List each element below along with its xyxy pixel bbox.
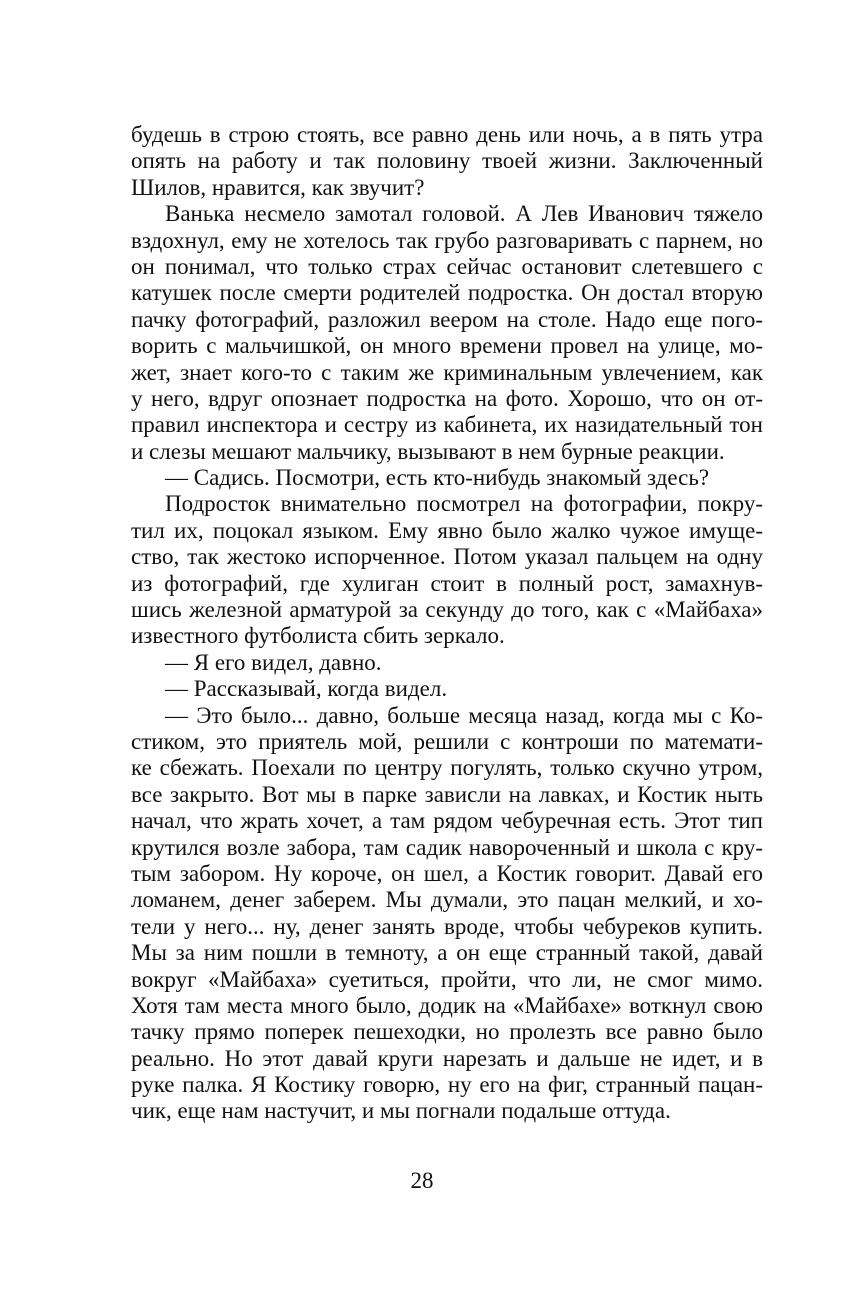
- text-line: вокруг «Майбаха» суетиться, пройти, что ли, не смог мимо.: [131, 966, 763, 992]
- text-line: тели у него... ну, денег занять вроде, чтобы чебуреков купить.: [131, 913, 763, 939]
- text-line: будешь в строю стоять, все равно день или ночь, а в пять утра: [131, 122, 763, 147]
- page-number: 28: [410, 1168, 434, 1193]
- text-line: руке палка. Я Костику говорю, ну его на фиг, странный пацан-: [131, 1072, 763, 1098]
- text-line: Мы за ним пошли в темноту, а он еще странный такой, давай: [131, 940, 763, 966]
- body-text: [131, 122, 763, 1125]
- text-line: — Рассказывай, когда видел.: [165, 676, 448, 702]
- text-line: известного футболиста сбить зеркало.: [131, 623, 505, 649]
- text-line: шись железной арматурой за секунду до того, как с «Майбаха»: [131, 597, 763, 623]
- text-line: ворить с мальчишкой, он много времени провел на улице, мо-: [131, 333, 763, 359]
- text-line: ство, так жестоко испорченное. Потом указал пальцем на одну: [131, 544, 763, 570]
- text-line: ломанем, денег заберем. Мы думали, это пацан мелкий, и хо-: [131, 887, 763, 913]
- text-line: все закрыто. Вот мы в парке зависли на лавках, и Костик ныть: [131, 781, 763, 807]
- text-line: Шилов, нравится, как звучит?: [131, 174, 425, 200]
- text-line: вздохнул, ему не хотелось так грубо разговаривать с парнем, но: [131, 227, 763, 253]
- text-line: тачку прямо поперек пешеходки, но пролезть все равно было: [131, 1019, 763, 1045]
- text-line: пачку фотографий, разложил веером на столе. Надо еще пого-: [131, 306, 763, 332]
- text-line: жет, знает кого-то с таким же криминальным увлечением, как: [131, 359, 763, 385]
- text-line: у него, вдруг опознает подростка на фото. Хорошо, что он от-: [131, 385, 763, 411]
- text-line: тым забором. Ну короче, он шел, а Костик говорит. Давай его: [131, 860, 763, 886]
- text-line: чик, еще нам настучит, и мы погнали подальше оттуда.: [131, 1098, 671, 1124]
- text-line: Хотя там места много было, додик на «Майбахе» воткнул свою: [131, 992, 763, 1018]
- text-line: начал, что жрать хочет, а там рядом чебуречная есть. Этот тип: [131, 808, 763, 834]
- text-line: катушек после смерти родителей подростка. Он достал вторую: [131, 280, 763, 306]
- text-line: он понимал, что только страх сейчас остановит слетевшего с: [131, 253, 763, 279]
- text-line: Подросток внимательно посмотрел на фотографии, покру-: [165, 491, 763, 517]
- text-line: Ванька несмело замотал головой. А Лев Иванович тяжело: [165, 201, 763, 227]
- text-line: опять на работу и так половину твоей жизни. Заключенный: [131, 148, 763, 174]
- text-line: стиком, это приятель мой, решили с контроши по математи-: [131, 728, 763, 754]
- text-line: из фотографий, где хулиган стоит в полный рост, замахнув-: [131, 570, 763, 596]
- text-line: крутился возле забора, там садик навороченный и школа с кру-: [131, 834, 763, 860]
- text-line: реально. Но этот давай круги нарезать и дальше не идет, и в: [131, 1045, 763, 1071]
- text-line: ке сбежать. Поехали по центру погулять, только скучно утром,: [131, 755, 763, 781]
- text-line: и слезы мешают мальчику, вызывают в нем бурные реакции.: [131, 438, 725, 464]
- text-line: — Садись. Посмотри, есть кто-нибудь знакомый здесь?: [165, 465, 710, 491]
- text-line: — Это было... давно, больше месяца назад, когда мы с Ко-: [165, 702, 763, 728]
- text-line: — Я его видел, давно.: [165, 649, 382, 675]
- text-line: тил их, поцокал языком. Ему явно было жалко чужое имуще-: [131, 517, 763, 543]
- text-line: правил инспектора и сестру из кабинета, их назидательный тон: [131, 412, 763, 438]
